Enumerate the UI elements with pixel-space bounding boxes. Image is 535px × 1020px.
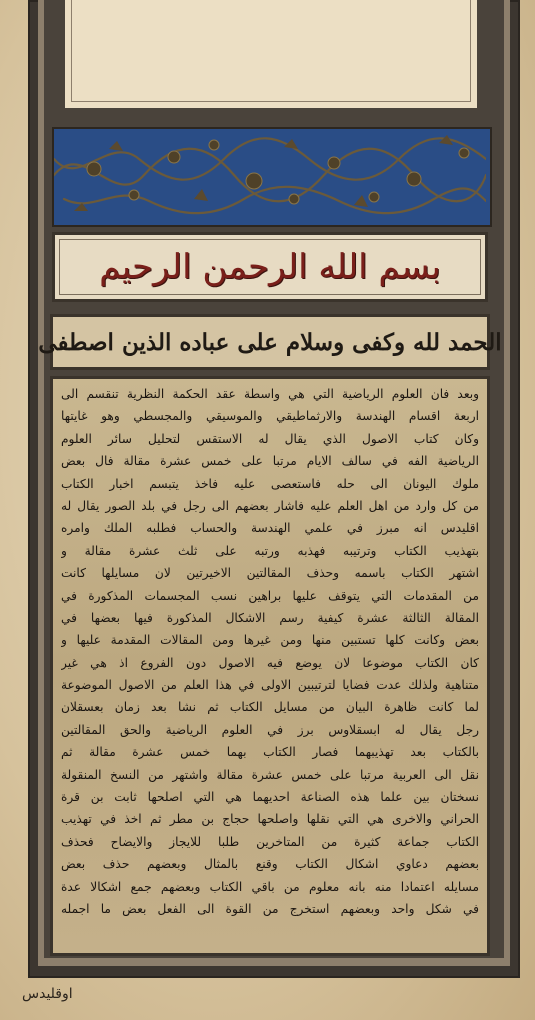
illuminated-floral-band — [52, 127, 492, 227]
text-line: متناهية ولذلك عدت فضايا لترتيبين الاولى في هذا العلم من الاصول الموضوعة — [61, 678, 479, 693]
text-line: نقل الى العربية مرتبا على خمس عشرة مقالة واشتهر من النسخ المنقولة — [61, 767, 479, 782]
text-line: وبعد فان العلوم الرياضية التي هي واسطة عقد الحكمة النظرية تنقسم الى — [61, 387, 479, 401]
main-text-block — [50, 376, 490, 956]
text-line: المقالة الثالثة عشرة كيفية رسم الاشكال المذكورة فيها بعضها في — [61, 610, 479, 625]
text-line: الحراني والاخرى هي التي نقلها واصلحها حجاج بن مطر ثم اخذ في تهذيب — [61, 812, 479, 827]
text-line: في شكل واحد وبعضهم استخرج من القوة الى الفعل بعض ما اجمله — [61, 901, 479, 916]
basmala-text: بسم الله الرحمن الرحيم — [99, 247, 441, 287]
text-line: نسختان بين علما هذه الصناعة احديهما هي التي اصلحها ثابت بن قرة — [61, 790, 479, 805]
text-line: من المقدمات التي يتوقف عليها براهين نسب المجسمات المذكورة في — [61, 588, 479, 603]
text-line: بالكتاب بعد تهذيبهما فصار الكتاب بهما خمس عشرة مقالة ثم — [61, 745, 479, 760]
text-line: بعضهم دعاوي اشكال الكتاب وقنع بالمثال وبعضهم حذف بعض — [61, 857, 479, 872]
text-line: بعض وكانت كلها تستبين منها ومن غيرها ومن المقالات المقدمة عليها و — [61, 633, 479, 648]
margin-caption: اوقليدس — [22, 986, 73, 1002]
text-line: اقليدس انه مبرز في علمي الهندسة والحساب فطلبه الملك وامره — [61, 521, 479, 536]
text-line: لما كانت ظاهرة البيان من مسايل الكتاب ثم نشا بعد زمان بعسقلان — [61, 700, 479, 715]
text-line: مسايله اعتمادا منه بانه معلوم من باقي الكتاب وبعضهم جمع اشكالا عدة — [61, 879, 479, 894]
top-panel-rule — [71, 0, 471, 102]
floral-arabesque-ornament — [54, 129, 486, 221]
top-blank-panel — [62, 0, 480, 111]
opening-heading-panel — [38, 314, 502, 370]
text-line: الرياضية الفه في سالف الايام مرتبا على خمس عشرة مقالة فال بعض — [61, 454, 479, 469]
text-line: كان الكتاب موضوعا لان يوضع فيه الاصول دون الفروع اذ هي غير — [61, 655, 479, 670]
text-line: ملوك اليونان الى حله فاستعصى عليه فاخذ يتبسم اخبار الكتاب — [61, 476, 479, 491]
text-line: اربعة اقسام الهندسة والارثماطيقي والموسيقي والمجسطي وهو غايتها — [61, 409, 479, 424]
text-line: الكتاب جماعة كثيرة من المتاخرين طلبا للايجاز والايضاح فحذف — [61, 834, 479, 849]
text-line: من كل وارد من اهل العلم عليه فاشار بعضهم الى رجل في بلد الصور يقال له — [61, 498, 479, 513]
text-line: بتهذيب الكتاب وترتيبه فهذبه ورتبه على ثلث عشرة مقالة و — [61, 543, 479, 558]
text-line: رجل يقال له ابسقلاوس برز في العلوم الرياضية والحق المقالتين — [61, 722, 479, 737]
basmala-cartouche — [52, 232, 488, 302]
text-line: اشتهر الكتاب باسمه وحذف المقالتين الاخيرتين لان مسايلها كانت — [61, 566, 479, 581]
basmala-cartouche-inner — [59, 239, 481, 295]
text-lines-container — [61, 383, 479, 949]
opening-heading-text: الحمد لله وكفى وسلام على عباده الذين اصطفى — [38, 328, 502, 356]
text-line: وكان كتاب الاصول الذي يقال له الاستقس لتحليل سائر العلوم — [61, 431, 479, 446]
